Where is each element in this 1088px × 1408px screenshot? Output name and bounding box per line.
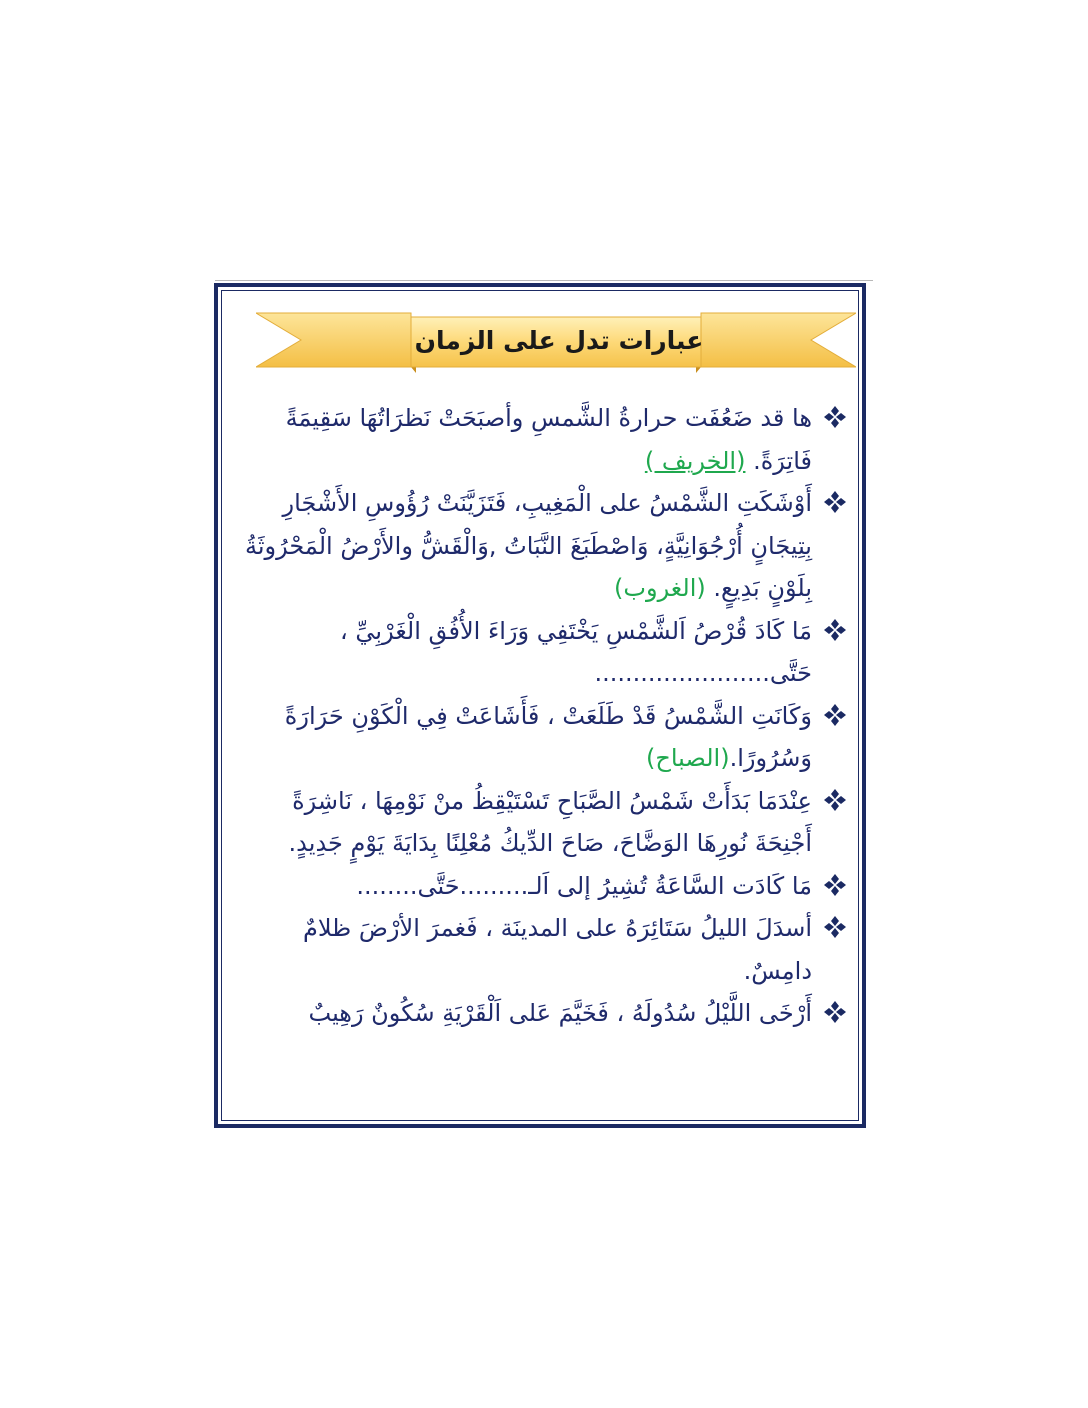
season-tag: (الخريف ) (644, 446, 746, 475)
time-tag: (الصباح) (646, 744, 730, 772)
item-text: ها قد ضَعُفَت حرارةُ الشَّمسِ وأصبَحَتْ نَظرَاتُهَا سَقِيمَةً فَاتِرَةً. (285, 404, 812, 475)
item-text: مَا كَادَ قُرْصُ اَلشَّمْسِ يَخْتَفِي وَرَاءَ الأُفُقِ الْغَرْبِيِّ ، حَتَّى....................... (340, 616, 812, 687)
top-divider (215, 280, 873, 281)
four-diamond-bullet-icon (820, 397, 846, 439)
four-diamond-bullet-icon (820, 865, 846, 907)
title-banner (256, 307, 856, 377)
list-item (236, 397, 848, 482)
item-text: أَوْشَكَتِ الشَّمْسُ على الْمَغِيبِ، فَتَزَيَّنَتْ رُؤُوسِ الأَشْجَارِ بِتِيجَانٍ أُرْجُوَانِيَّةٍ، وَاصْطَبَغَ النَّبَاتُ ,وَالْقَشُّ والأَرْضُ الْمَحْرُوثَةُ بِلَوْنٍ بَدِيعٍ. (245, 489, 812, 602)
item-text: مَا كَادَت السَّاعَةُ تُشِيرُ إلى اَلـ.........حَتَّى........ (356, 871, 812, 900)
list-item (236, 907, 848, 992)
four-diamond-bullet-icon (820, 610, 846, 652)
four-diamond-bullet-icon (820, 992, 846, 1034)
four-diamond-bullet-icon (820, 695, 846, 737)
four-diamond-bullet-icon (820, 482, 846, 524)
time-tag: (الغروب) (614, 574, 706, 602)
item-text: وَكَانَتِ الشَّمْسُ قَدْ طَلَعَتْ ، فَأَشَاعَتْ فِي الْكَوْنِ حَرَارَةً وَسُرُورًا. (284, 701, 812, 772)
page-title: عبارات تدل على الزمان (414, 326, 704, 355)
four-diamond-bullet-icon (820, 780, 846, 822)
item-text: عِنْدَمَا بَدَأَتْ شَمْسُ الصَّبَاحِ تَسْتَيْقِظُ منْ نَوْمِهَا ، نَاشِرَةً أَجْنِحَةَ نُورِهَا الوَضَّاحَ، صَاحَ الدِّيكُ مُعْلِنًا بِدَايَةَ يَوْمٍ جَدِيدٍ. (288, 786, 812, 857)
four-diamond-bullet-icon (820, 907, 846, 949)
item-text: أَرْخَى اللَّيْلُ سُدُولَهُ ، فَخَيَّمَ عَلى اَلْقَرْيَةِ سُكُونٌ رَهِيبٌ (308, 999, 812, 1027)
item-text: أسدَلَ الليلُ سَتَائِرَهُ على المدينَة ، فَغمرَ الأرْضَ ظلامٌ دامِسٌ. (302, 914, 812, 985)
content-card (214, 283, 866, 1128)
phrase-list (236, 397, 848, 1035)
list-item (236, 610, 848, 695)
list-item (236, 482, 848, 610)
list-item (236, 780, 848, 865)
list-item (236, 865, 848, 908)
list-item (236, 695, 848, 780)
list-item (236, 992, 848, 1035)
